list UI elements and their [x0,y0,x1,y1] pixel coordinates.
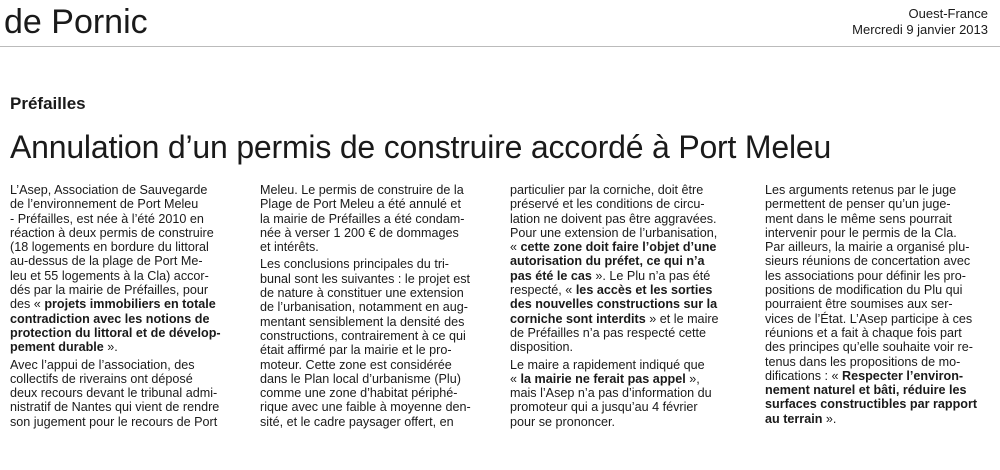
body-text: Pour une extension de l’urbanisation, [510,225,718,240]
text-line [10,212,242,226]
body-text: disposition. [510,340,574,355]
body-text: préservé et les conditions de circu- [510,197,705,212]
text-line [10,386,242,400]
emphasized-text: surfaces constructibles par rapport [765,397,978,412]
body-text: Les conclusions principales du tri- [260,257,449,272]
body-text: Plage de Port Meleu a été annulé et [260,197,461,212]
body-text: les associations pour définir les pro- [765,268,966,283]
text-line [10,226,242,240]
body-text: Par ailleurs, la mairie a organisé plu- [765,240,970,255]
body-text: sieurs réunions de concertation avec [765,254,971,269]
body-text: Les arguments retenus par le juge [765,183,957,197]
text-line [10,415,242,429]
text-line [260,372,492,386]
text-line [260,329,492,343]
body-text: était affirmé par la mairie et le pro- [260,343,452,358]
article-column-3 [510,183,742,429]
body-text: la mairie de Préfailles a été condam- [260,211,465,226]
body-text: positions de modification du Plu qui [765,283,963,298]
body-text: « [510,240,521,255]
emphasized-text: nement naturel et bâti, réduire les [765,383,967,398]
emphasized-text: Respecter l’environ- [842,368,964,383]
body-text: ». Le Plu n’a pas été [591,268,711,283]
text-line [510,340,742,354]
body-text: dans le Plan local d’urbanisme (Plu) [260,371,461,386]
article-headline: Annulation d’un permis de construire accordé à Port Meleu [10,129,832,165]
body-text: pourraient être soumises aux ser- [765,297,953,312]
body-text: ment dans le même sens pourrait [765,211,952,226]
publication-info [852,6,988,38]
body-text: (18 logements en bordure du littoral [10,240,209,255]
text-line [260,386,492,400]
emphasized-text: cette zone doit faire l’objet d’une [520,240,717,255]
header-divider [0,46,1000,47]
body-text: réaction à deux permis de construire [10,225,214,240]
text-line [10,312,242,326]
body-text: mais l’Asep n’a pas d’information du [510,386,712,401]
text-line [765,254,997,268]
emphasized-text: au terrain [765,411,823,426]
text-line [510,212,742,226]
text-line [10,340,242,354]
text-line [10,269,242,283]
text-line [10,254,242,268]
body-text: collectifs de riverains ont déposé [10,371,193,386]
body-text: difications : « [765,368,843,383]
body-text: pour se prononcer. [510,414,616,429]
text-line [510,254,742,268]
body-text: » et le maire [645,311,719,326]
body-text: ». [103,340,118,355]
text-line [765,369,997,383]
text-line [260,197,492,211]
text-line [510,400,742,414]
text-line [10,372,242,386]
emphasized-text: pas été le cas [510,268,592,283]
text-line [260,240,492,254]
text-line [260,415,492,429]
body-text: Avec l’appui de l’association, des [10,357,195,372]
text-line [260,358,492,372]
emphasized-text: protection du littoral et de dévelop- [10,325,221,340]
body-text: « [510,371,521,386]
emphasized-text: des nouvelles constructions sur la [510,297,718,312]
text-line [765,326,997,340]
text-line [10,283,242,297]
text-line [260,226,492,240]
body-text: tenus dans les propositions de mo- [765,354,961,369]
emphasized-text: projets immobiliers en totale [44,297,216,312]
text-line [510,312,742,326]
body-text: Le maire a rapidement indiqué que [510,357,705,372]
text-line [510,358,742,372]
body-text: mentant sensiblement la densité des [260,314,465,329]
text-line [260,272,492,286]
text-line [10,358,242,372]
body-text: dés par la mairie de Préfailles, pour [10,283,209,298]
text-line [765,269,997,283]
publication-name: Ouest-France [908,6,988,21]
body-text: sité, et le cadre paysager offert, en [260,414,454,429]
article-column-1 [10,183,242,429]
text-line [765,197,997,211]
body-text: constructions, contrairement à ce qui [260,328,466,343]
body-text: moteur. Cette zone est considérée [260,357,452,372]
text-line [765,412,997,426]
body-text: - Préfailles, est née à l’été 2010 en [10,211,204,226]
text-line [510,415,742,429]
body-text: née à verser 1 200 € de dommages [260,225,459,240]
body-text: et intérêts. [260,240,319,255]
text-line [510,326,742,340]
body-text: particulier par la corniche, doit être [510,183,704,197]
body-text: comme une zone d’habitat périphé- [260,386,458,401]
text-line [10,197,242,211]
text-line [10,400,242,414]
text-line [10,183,242,197]
text-line [510,283,742,297]
text-line [765,297,997,311]
emphasized-text: les accès et les sorties [575,283,713,298]
publication-date: Mercredi 9 janvier 2013 [852,22,988,37]
body-text: permettent de penser qu’un juge- [765,197,951,212]
body-text: son jugement pour le recours de Port [10,414,218,429]
text-line [510,240,742,254]
body-text: des principes qu’elle souhaite voir re- [765,340,973,355]
emphasized-text: autorisation du préfet, ce qui n’a [510,254,705,269]
text-line [765,226,997,240]
text-line [260,183,492,197]
page-section-title: de Pornic [4,3,148,41]
text-line [510,372,742,386]
text-line [765,312,997,326]
emphasized-text: corniche sont interdits [510,311,646,326]
text-line [10,240,242,254]
body-text: de Préfailles n’a pas respecté cette [510,325,707,340]
body-text: réunions et a fait à chaque fois part [765,325,962,340]
text-line [765,340,997,354]
body-text: de nature à constituer une extension [260,286,464,301]
text-line [260,212,492,226]
emphasized-text: contradiction avec les notions de [10,311,210,326]
text-line [765,212,997,226]
body-text: Meleu. Le permis de construire de la [260,183,464,197]
body-text: de l’urbanisation, notamment en aug- [260,300,468,315]
body-text: deux recours devant le tribunal admi- [10,386,218,401]
text-line [510,226,742,240]
body-text: ». [822,411,837,426]
body-text: de l’environnement de Port Meleu [10,197,199,212]
text-line [765,397,997,411]
body-text: vices de l’État. L’Asep participe à ces [765,311,973,326]
text-line [765,355,997,369]
body-text: nistratif de Nantes qui vient de rendre [10,400,220,415]
text-line [510,386,742,400]
text-line [765,183,997,197]
body-text: L’Asep, Association de Sauvegarde [10,183,208,197]
emphasized-text: pement durable [10,340,104,355]
body-text: bunal sont les suivantes : le projet est [260,271,471,286]
body-text: lation ne doivent pas être aggravées. [510,211,717,226]
article-column-4 [765,183,997,426]
text-line [260,315,492,329]
body-text: leu et 55 logements à la Cla) accor- [10,268,209,283]
emphasized-text: la mairie ne ferait pas appel [520,371,686,386]
article-section: Préfailles [10,94,86,113]
article-column-2 [260,183,492,429]
body-text: au-dessus de la plage de Port Me- [10,254,203,269]
text-line [510,197,742,211]
text-line [510,269,742,283]
text-line [260,300,492,314]
text-line [510,297,742,311]
text-line [765,283,997,297]
text-line [10,297,242,311]
text-line [765,383,997,397]
text-line [260,400,492,414]
text-line [510,183,742,197]
body-text: des « [10,297,45,312]
text-line [260,257,492,271]
body-text: promoteur qui a jusqu’au 4 février [510,400,698,415]
text-line [10,326,242,340]
body-text: respecté, « [510,283,576,298]
text-line [260,286,492,300]
body-text: rique avec une faible à moyenne den- [260,400,471,415]
text-line [765,240,997,254]
body-text: », [685,371,700,386]
body-text: intervenir pour le permis de la Cla. [765,225,957,240]
text-line [260,343,492,357]
